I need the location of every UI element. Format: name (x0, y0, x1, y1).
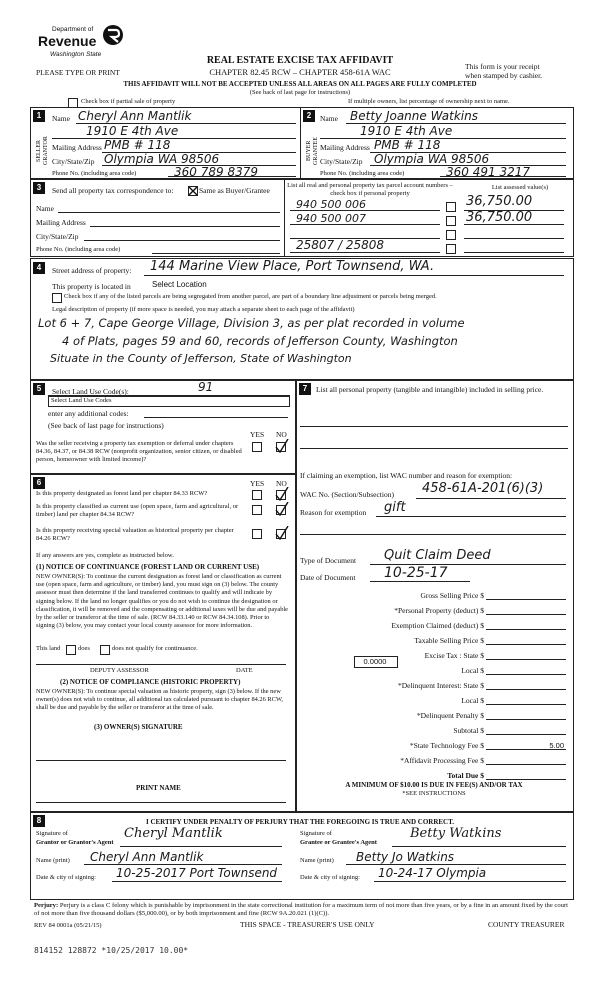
additional-codes-field[interactable] (144, 417, 288, 418)
s6-q2: Is this property classified as current use (open space, farm and agricultural, or timber) land per chapter 84.34 RCW? (36, 503, 239, 518)
s5-yes: YES (250, 430, 265, 439)
land-does-not-checkbox[interactable] (100, 645, 110, 655)
s3-phone-field[interactable] (152, 253, 280, 254)
grantee-date-city[interactable]: 10-24-17 Olympia (378, 866, 487, 880)
certify-statement: I CERTIFY UNDER PENALTY OF PERJURY THAT THE FOREGOING IS TRUE AND CORRECT. (145, 818, 454, 826)
assessed-value-2[interactable]: 36,750.00 (466, 210, 533, 225)
doc-date[interactable]: 10-25-17 (384, 565, 448, 581)
street-address[interactable]: 144 Marine View Place, Port Townsend, WA. (150, 259, 435, 274)
s3-city-label: City/State/Zip (36, 232, 79, 241)
dor-logo-icon (102, 24, 124, 46)
receipt-stamp: 814152 128872 *10/25/2017 10.00* (34, 946, 189, 955)
account-2[interactable]: 940 500 007 (296, 212, 366, 225)
account-1[interactable]: 940 500 006 (296, 198, 366, 211)
buyer-name[interactable]: Betty Joanne Watkins (350, 109, 478, 123)
rev-number: REV 84 0001a (05/21/15) (34, 922, 102, 929)
tax-row-label: *Personal Property (deduct) $ (394, 606, 484, 615)
seller-name-label: Name (52, 114, 70, 123)
exemption-reason[interactable]: gift (384, 500, 406, 515)
buyer-phone-label: Phone No. (including area code) (320, 170, 405, 177)
tax-row-label: Exemption Claimed (deduct) $ (391, 621, 484, 630)
s3-mailing-field[interactable] (90, 226, 280, 227)
legal-line-1[interactable]: Lot 6 + 7, Cape George Village, Division 3, as per plat recorded in volume (38, 316, 465, 330)
same-as-buyer-checkbox[interactable] (188, 186, 198, 196)
notice2-title: (2) NOTICE OF COMPLIANCE (HISTORIC PROPERTY) (60, 678, 241, 686)
form-warning: THIS AFFIDAVIT WILL NOT BE ACCEPTED UNLESS ALL AREAS ON ALL PAGES ARE FULLY COMPLETED (123, 80, 477, 88)
s6-q2-yes-checkbox[interactable] (252, 505, 262, 515)
perjury-notice (34, 902, 570, 919)
tax-row-field[interactable] (486, 734, 566, 735)
section-5-number: 5 (33, 383, 45, 395)
print-name-label: PRINT NAME (136, 784, 181, 792)
tax-row-field[interactable] (486, 779, 566, 780)
tax-row-label: *Delinquent Interest: State $ (397, 681, 484, 690)
land-does-not-label: does not qualify for continuance. (112, 645, 198, 652)
notice2-body: NEW OWNER(S): To continue special valuation as historic property, sign (3) below. If the new owner(s) does not wish to continue, all additional tax calculated pursuant to chapter 84.26 RCW, shall be due and payable by the seller or transferor at the time of sale. (36, 688, 283, 712)
grantor-sig-label-b: Grantor or Grantor's Agent (36, 839, 114, 846)
accounts-header: List all real and personal property tax parcel account numbers – check box if personal property (287, 182, 453, 197)
section-7-number: 7 (299, 383, 311, 395)
form-title: REAL ESTATE EXCISE TAX AFFIDAVIT (206, 55, 394, 66)
form-chapter: CHAPTER 82.45 RCW – CHAPTER 458-61A WAC (209, 67, 391, 77)
doc-type-label: Type of Document (300, 556, 357, 565)
multiple-owners-note: If multiple owners, list percentage of ownership next to name. (348, 98, 510, 105)
grantor-print-name[interactable]: Cheryl Ann Mantlik (90, 850, 204, 864)
street-label: Street address of property: (52, 266, 132, 275)
buyer-city[interactable]: Olympia WA 98506 (374, 152, 490, 166)
legal-desc-label: Legal description of property (if more space is needed, you may attach a separate sheet to each page of the affidavit) (52, 306, 355, 313)
tax-row-label: Gross Selling Price $ (420, 591, 484, 600)
tax-row-label: *Delinquent Penalty $ (416, 711, 484, 720)
account-3[interactable]: 25807 / 25808 (296, 238, 385, 252)
receipt-note-2: when stamped by cashier. (465, 71, 543, 80)
section-6-number: 6 (33, 477, 45, 489)
land-use-code[interactable]: 91 (198, 380, 214, 394)
buyer-city-label: City/State/Zip (320, 157, 363, 166)
personal-property-label: List all personal property (tangible and intangible) included in selling price. (316, 385, 544, 394)
logo-department: Department of (52, 26, 94, 33)
grantor-name-label: Name (print) (36, 857, 70, 864)
s6-q3-yes-checkbox[interactable] (252, 529, 262, 539)
s3-name-label: Name (36, 204, 54, 213)
legal-line-2[interactable]: 4 of Plats, pages 59 and 60, records of Jefferson County, Washington (62, 334, 458, 348)
land-use-select-label: Select Land Use Codes (51, 397, 112, 404)
perjury-title: Perjury: (34, 902, 59, 909)
deputy-signature-line[interactable] (36, 664, 286, 665)
please-type: PLEASE TYPE OR PRINT (36, 68, 120, 77)
grantee-signature[interactable]: Betty Watkins (410, 826, 502, 841)
grantee-sig-label-a: Signature of (300, 830, 332, 837)
s6-q2-no-checkbox[interactable] (276, 505, 286, 515)
located-label: This property is located in (52, 282, 131, 291)
logo-revenue: Revenue (38, 33, 97, 49)
segregated-label: Check box if any of the listed parcels are being segregated from another parcel, are part of a boundary line adjustment or parcels being merged. (64, 293, 437, 300)
tax-row-label: Excise Tax : State $ (424, 651, 484, 660)
minimum-due: A MINIMUM OF $10.00 IS DUE IN FEE(S) AND/OR TAX (345, 781, 523, 789)
grantee-sig-label-b: Grantee or Grantee's Agent (300, 839, 377, 846)
grantor-signature[interactable]: Cheryl Mantlik (124, 826, 223, 841)
notice1-body: NEW OWNER(S): To continue the current designation as forest land or classification as current use (open space, farm and agriculture, or timber) land, you must sign on (3) below. The county assessor must then determine if the land transferred continues to qualify and will indicate by signing below. If the land no longer qualifies or you do not wish to continue the designation or classification, it will be removed and the compensating or additional taxes will be due and payable by the seller or transferor at the time of sale. (RCW 84.33.140 or RCW 84.34.108). Prior to signing (3) below, you may contact your local county assessor for more information. (36, 573, 288, 630)
assessed-header: List assessed value(s) (491, 184, 549, 191)
seller-mailing-label: Mailing Address (52, 143, 102, 152)
buyer-mailing-label: Mailing Address (320, 143, 370, 152)
notice1-title: (1) NOTICE OF CONTINUANCE (FOREST LAND OR CURRENT USE) (36, 563, 260, 571)
tax-row-field[interactable] (486, 659, 566, 660)
seller-city-label: City/State/Zip (52, 157, 95, 166)
s6-no: NO (276, 479, 287, 488)
wac-number[interactable]: 458-61A-201(6)(3) (422, 481, 544, 496)
s3-city-field[interactable] (84, 240, 280, 241)
tax-row-label: *Affidavit Processing Fee $ (400, 756, 484, 765)
this-land-label: This land (36, 645, 61, 652)
seller-name[interactable]: Cheryl Ann Mantlik (78, 109, 192, 123)
tax-row-label: *State Technology Fee $ (409, 741, 484, 750)
exemption-label: If claiming an exemption, list WAC number and reason for exemption: (300, 471, 513, 480)
grantor-date-city[interactable]: 10-25-2017 Port Townsend (116, 866, 278, 880)
section-3-number: 3 (33, 182, 45, 194)
account-4-personal-checkbox[interactable] (446, 244, 456, 254)
tax-row-field[interactable] (486, 704, 566, 705)
local-rate: 0.0000 (363, 657, 387, 666)
tax-row-label: Taxable Selling Price $ (414, 636, 484, 645)
s3-name-field[interactable] (58, 212, 280, 213)
account-3-personal-checkbox[interactable] (446, 230, 456, 240)
s3-mailing-label: Mailing Address (36, 218, 86, 227)
tax-row-field[interactable] (486, 629, 566, 630)
s5-question: Was the seller receiving a property tax exemption or deferral under chapters 84.36, 84.37, or 84.38 RCW (nonprofit organization, senior citizen, or disabled person, homeowner with limited income)? (36, 440, 242, 463)
county-treasurer: COUNTY TREASURER (488, 920, 565, 929)
deputy-label: DEPUTY ASSESSOR (90, 667, 149, 674)
tax-row-field[interactable] (486, 689, 566, 690)
send-correspondence-label: Send all property tax correspondence to: (52, 186, 174, 195)
section-2-number: 2 (303, 110, 315, 122)
grantee-date-label: Date & city of signing: (300, 874, 360, 881)
land-use-label: Select Land Use Code(s): (52, 387, 129, 396)
grantor-sig-label-a: Signature of (36, 830, 68, 837)
grantee-name-label: Name (print) (300, 857, 334, 864)
buyer-side-label: BUYER GRANTEE (306, 137, 319, 165)
owner-signature-line[interactable] (36, 760, 286, 761)
logo-washington: Washington State (50, 51, 102, 58)
doc-date-label: Date of Document (300, 573, 356, 582)
dor-logo (38, 22, 128, 66)
segregated-checkbox[interactable] (52, 293, 62, 303)
treasurer-space: THIS SPACE - TREASURER'S USE ONLY (240, 920, 375, 929)
tax-row-field[interactable] (486, 674, 566, 675)
assessed-value-1[interactable]: 36,750.00 (466, 194, 533, 209)
seller-mailing[interactable]: PMB # 118 (104, 138, 171, 152)
tax-row-field[interactable] (486, 764, 566, 765)
see-instructions: *SEE INSTRUCTIONS (402, 790, 466, 797)
s6-q1-yes-checkbox[interactable] (252, 490, 262, 500)
same-as-buyer-label: Same as Buyer/Grantee (199, 186, 270, 195)
buyer-mailing[interactable]: PMB # 118 (374, 138, 441, 152)
s5-no-checkbox[interactable] (276, 442, 286, 452)
perjury-text: Perjury is a class C felony which is punishable by imprisonment in the state correctional institution for a maximum term of not more than five years, or by a fine in an amount fixed by the court of not more than five thousand dollars ($5,000.00), or by both imprisonment and fine (RCW 9A.20.021 (1)(C)). (34, 902, 568, 918)
doc-type[interactable]: Quit Claim Deed (384, 548, 491, 563)
land-does-label: does (78, 645, 90, 652)
section-8-number: 8 (33, 815, 45, 827)
tax-row-field[interactable] (486, 614, 566, 615)
s5-no: NO (276, 430, 287, 439)
deputy-date-label: DATE (236, 667, 253, 674)
s6-q1-no-checkbox[interactable] (276, 490, 286, 500)
buyer-phone[interactable]: 360 491 3217 (446, 165, 530, 179)
s6-q3: Is this property receiving special valuation as historical property per chapter 84.26 RCW? (36, 527, 234, 542)
s6-if-yes: If any answers are yes, complete as instructed below. (36, 552, 174, 559)
buyer-address[interactable]: 1910 E 4th Ave (360, 124, 453, 138)
location-select[interactable]: Select Location (152, 280, 207, 289)
s6-yes: YES (250, 479, 265, 488)
section-4-number: 4 (33, 262, 45, 274)
s5-see-back: (See back of last page for instructions) (48, 421, 164, 430)
land-does-checkbox[interactable] (66, 645, 76, 655)
additional-codes-label: enter any additional codes: (48, 409, 129, 418)
account-1-personal-checkbox[interactable] (446, 202, 456, 212)
tax-row-label: Total Due $ (447, 771, 484, 780)
seller-phone-label: Phone No. (including area code) (52, 170, 137, 177)
receipt-note-1: This form is your receipt (465, 62, 540, 71)
s3-phone-label: Phone No. (including area code) (36, 246, 121, 253)
tax-row-label: Local $ (461, 666, 484, 675)
tax-row-field[interactable] (486, 599, 566, 600)
tax-row-field[interactable] (486, 644, 566, 645)
grantor-date-label: Date & city of signing: (36, 874, 96, 881)
grantee-print-name[interactable]: Betty Jo Watkins (356, 850, 455, 864)
s6-q1: Is this property designated as forest land per chapter 84.33 RCW? (36, 490, 208, 497)
see-back-note: (See back of last page for instructions) (249, 89, 351, 96)
s6-q3-no-checkbox[interactable] (276, 529, 286, 539)
tax-row-label: Subtotal $ (453, 726, 484, 735)
section-1-number: 1 (33, 110, 45, 122)
seller-side-label: SELLER GRANTOR (36, 136, 49, 166)
buyer-name-label: Name (320, 114, 338, 123)
tax-row-value: 5.00 (549, 741, 564, 750)
account-2-personal-checkbox[interactable] (446, 216, 456, 226)
reason-label: Reason for exemption (300, 508, 367, 517)
seller-city[interactable]: Olympia WA 98506 (104, 152, 220, 166)
tax-row-label: Local $ (461, 696, 484, 705)
legal-line-3[interactable]: Situate in the County of Jefferson, State of Washington (50, 352, 352, 365)
section-6-frame (30, 474, 296, 812)
s5-yes-checkbox[interactable] (252, 442, 262, 452)
owner-signature-label: (3) OWNER(S) SIGNATURE (94, 723, 183, 731)
tax-row-field[interactable] (486, 719, 566, 720)
seller-phone[interactable]: 360 789 8379 (174, 165, 258, 179)
wac-label: WAC No. (Section/Subsection) (300, 490, 394, 499)
seller-address[interactable]: 1910 E 4th Ave (86, 124, 179, 138)
print-name-line[interactable] (36, 802, 286, 803)
partial-sale-label: Check box if partial sale of property (81, 98, 176, 105)
